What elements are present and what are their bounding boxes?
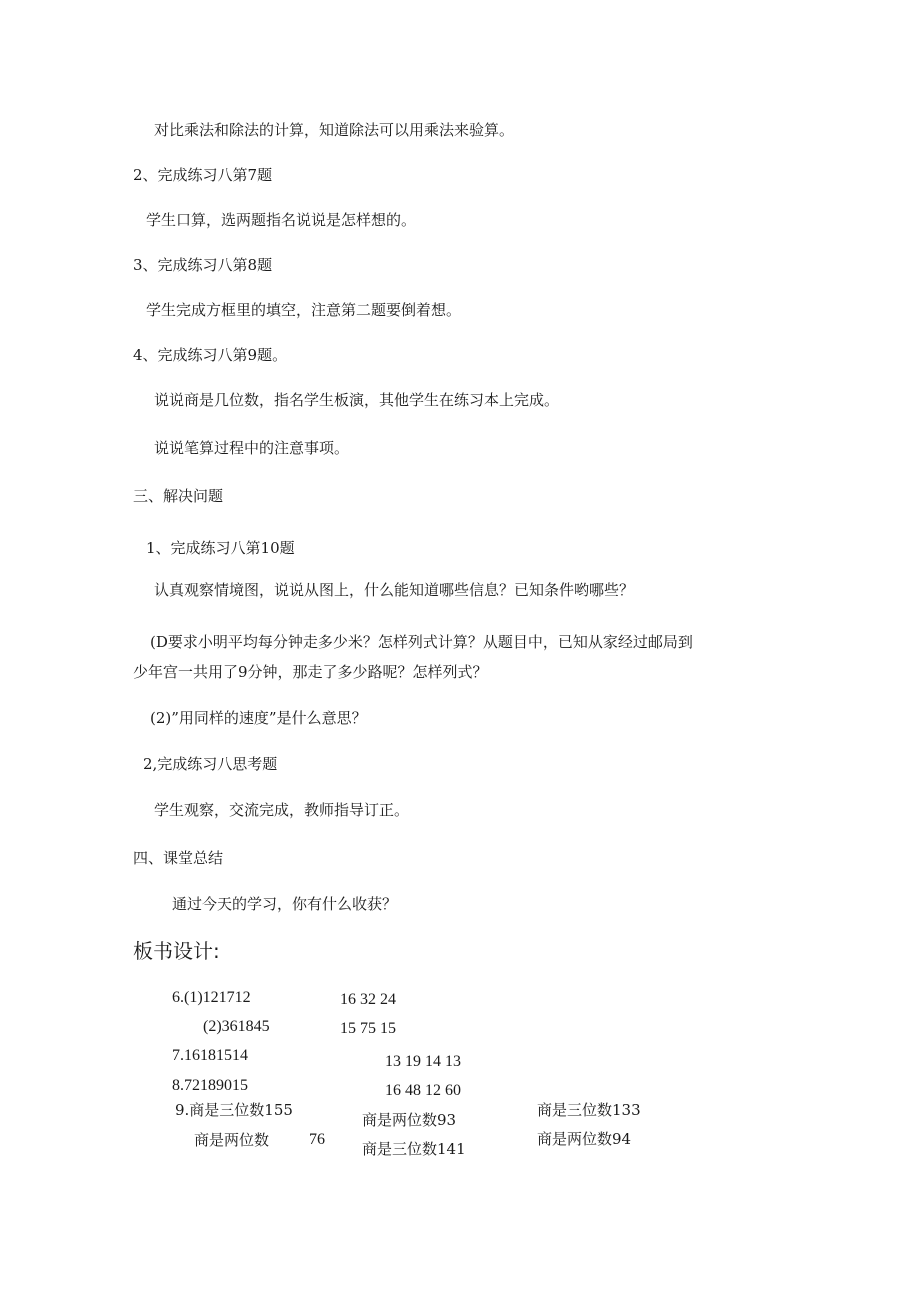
text-line: (2)”用同样的速度”是什么意思？ [150,709,367,727]
board-item: 15 75 15 [340,1020,396,1037]
text-line: 说说商是几位数，指名学生板演，其他学生在练习本上完成。 [154,391,560,409]
text-line: 学生口算，选两题指名说说是怎样想的。 [146,211,417,229]
section-item: 4、完成练习八第9题。 [133,346,288,364]
section-item: 3、完成练习八第8题 [133,256,273,274]
text-line: 说说笔算过程中的注意事项。 [154,439,350,457]
text-line: 通过今天的学习，你有什么收获？ [172,895,398,913]
board-item: 商是两位数94 [537,1130,632,1148]
section-heading: 四、课堂总结 [133,849,224,867]
text-line: 对比乘法和除法的计算，知道除法可以用乘法来验算。 [154,121,515,139]
section-heading: 三、解决问题 [133,487,224,505]
board-item: 8.72189015 [172,1077,248,1094]
board-item: 13 19 14 13 [385,1053,461,1070]
text-line: (D要求小明平均每分钟走多少米？怎样列式计算？从题目中，已知从家经过邮局到 [150,633,693,651]
board-item: 16 32 24 [340,991,396,1008]
board-item: (2)361845 [203,1018,270,1035]
board-title: 板书设计: [133,939,220,963]
section-item: 2、完成练习八第7题 [133,166,273,184]
board-item: 7.16181514 [172,1047,248,1064]
board-item: 76 [309,1131,325,1148]
board-item: 商是三位数133 [537,1101,641,1119]
text-line: 少年宫一共用了9分钟，那走了多少路呢？怎样列式？ [133,663,488,681]
board-item: 商是两位数93 [362,1111,457,1129]
board-item: 商是两位数 [194,1131,270,1149]
board-item: 9.商是三位数155 [175,1101,293,1119]
text-line: 认真观察情境图，说说从图上，什么能知道哪些信息？已知条件哟哪些？ [154,581,635,599]
board-item: 商是三位数141 [362,1140,466,1158]
board-item: 6.(1)121712 [172,989,251,1006]
text-line: 学生观察，交流完成，教师指导订正。 [154,801,410,819]
text-line: 学生完成方框里的填空，注意第二题要倒着想。 [146,301,462,319]
section-item: 1、完成练习八第10题 [146,539,295,557]
section-item: 2,完成练习八思考题 [143,755,278,773]
board-item: 16 48 12 60 [385,1082,461,1099]
